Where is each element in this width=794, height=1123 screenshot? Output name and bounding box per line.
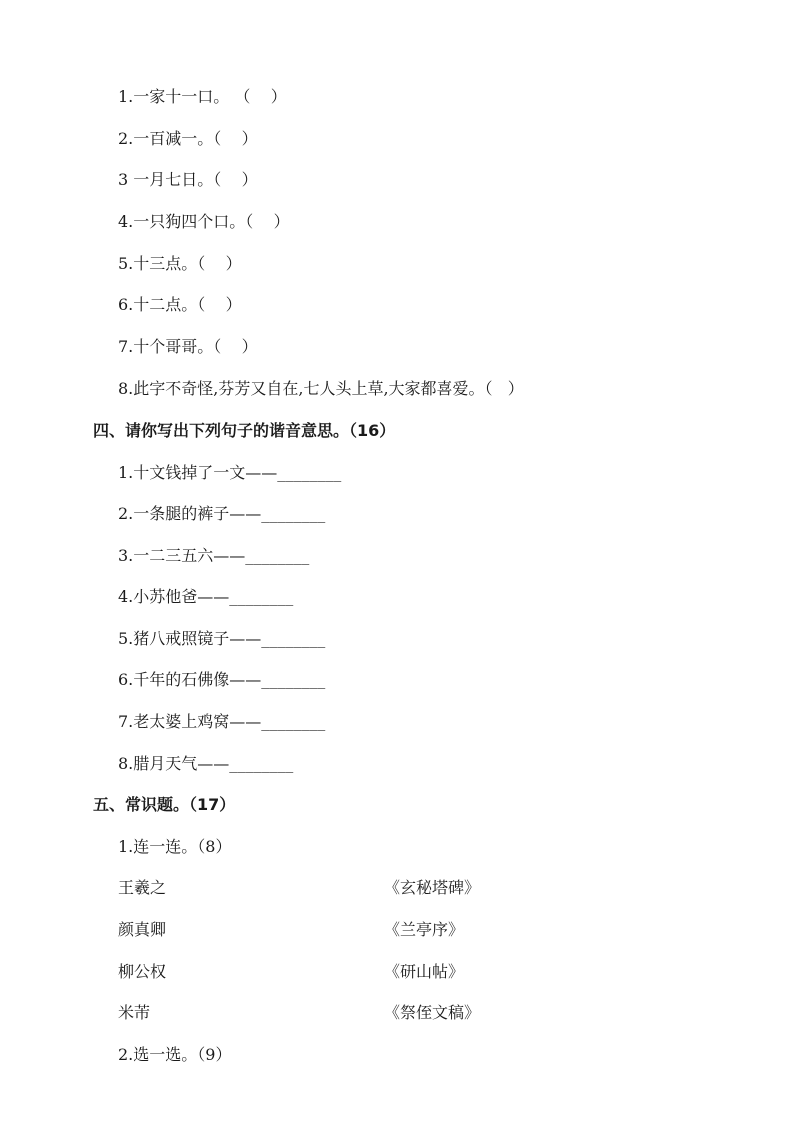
riddle-item-3: 3 一月七日。（ ） — [118, 170, 258, 189]
riddle-item-1: 1.一家十一口。 （ ） — [118, 87, 287, 106]
match-left-item-4: 米芾 — [118, 1003, 151, 1022]
section-5-title: 五、常识题。（17） — [93, 795, 236, 814]
match-left-item-3: 柳公权 — [118, 962, 167, 981]
match-right-item-4: 《祭侄文稿》 — [384, 1003, 481, 1022]
homophone-item-1: 1.十文钱掉了一文——________ — [118, 463, 342, 482]
question-1-label: 1.连一连。（8） — [118, 837, 232, 856]
homophone-item-5: 5.猪八戒照镜子——________ — [118, 629, 326, 648]
riddle-item-4: 4.一只狗四个口。（ ） — [118, 212, 290, 231]
riddle-item-8: 8.此字不奇怪,芬芳又自在,七人头上草,大家都喜爱。（ ） — [118, 379, 524, 398]
match-right-item-3: 《研山帖》 — [384, 962, 465, 981]
match-right-item-1: 《玄秘塔碑》 — [384, 878, 481, 897]
homophone-item-2: 2.一条腿的裤子——________ — [118, 504, 326, 523]
question-2-label: 2.选一选。（9） — [118, 1045, 232, 1064]
riddle-item-2: 2.一百减一。（ ） — [118, 129, 258, 148]
homophone-item-7: 7.老太婆上鸡窝——________ — [118, 712, 326, 731]
homophone-item-8: 8.腊月天气——________ — [118, 754, 294, 773]
riddle-item-7: 7.十个哥哥。（ ） — [118, 337, 258, 356]
homophone-item-3: 3.一二三五六——________ — [118, 546, 310, 565]
homophone-item-6: 6.千年的石佛像——________ — [118, 670, 326, 689]
match-right-item-2: 《兰亭序》 — [384, 920, 465, 939]
riddle-item-6: 6.十二点。（ ） — [118, 295, 242, 314]
match-left-item-1: 王羲之 — [118, 878, 167, 897]
riddle-item-5: 5.十三点。（ ） — [118, 254, 242, 273]
match-left-item-2: 颜真卿 — [118, 920, 167, 939]
section-4-title: 四、请你写出下列句子的谐音意思。（16） — [93, 421, 396, 440]
homophone-item-4: 4.小苏他爸——________ — [118, 587, 294, 606]
